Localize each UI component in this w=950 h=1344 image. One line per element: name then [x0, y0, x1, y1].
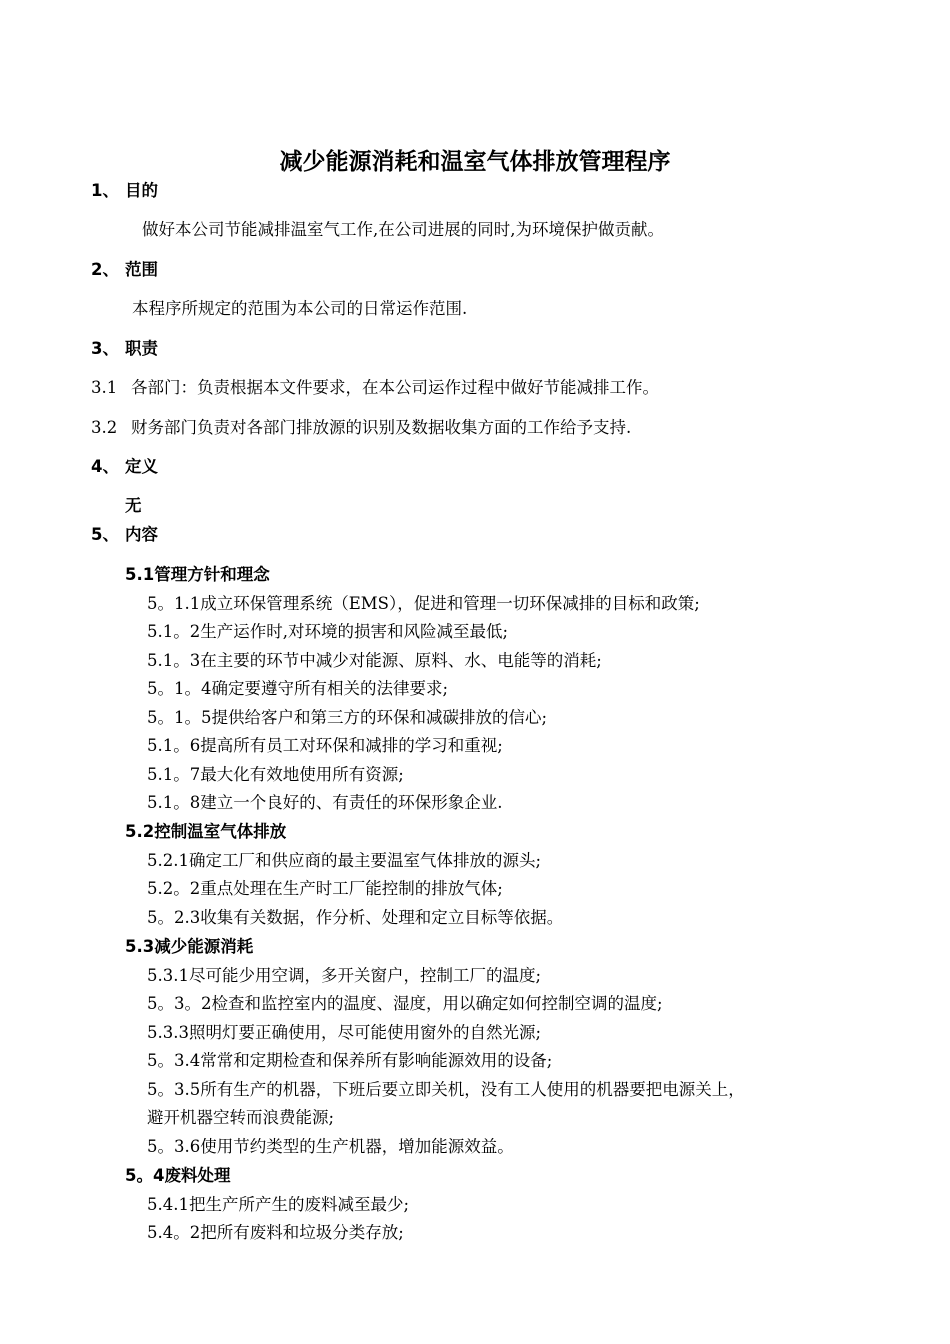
subsection-heading: 5.1管理方针和理念	[125, 565, 270, 584]
list-item: 5.4.1把生产所产生的废料减至最少;	[147, 1195, 410, 1214]
list-item: 5.1。8建立一个良好的、有责任的环保形象企业.	[147, 793, 503, 812]
subsection-heading: 5。4废料处理	[125, 1166, 231, 1185]
list-item: 5。3.6使用节约类型的生产机器，增加能源效益。	[147, 1137, 514, 1156]
section-2-heading	[91, 259, 158, 281]
item-number: 3.2	[91, 418, 118, 437]
list-item: 5.1。2生产运作时,对环境的损害和风险减至最低;	[147, 622, 509, 641]
section-5-heading	[91, 524, 158, 546]
section-title: 目的	[125, 181, 158, 200]
list-item: 5。2.3收集有关数据，作分析、处理和定立目标等依据。	[147, 908, 564, 927]
list-item: 5.1。6提高所有员工对环保和减排的学习和重视;	[147, 736, 503, 755]
list-item: 5。3。2检查和监控室内的温度、湿度，用以确定如何控制空调的温度;	[147, 994, 663, 1013]
section-3-heading	[91, 338, 158, 360]
list-item: 5.2。2重点处理在生产时工厂能控制的排放气体;	[147, 879, 503, 898]
item-text: 财务部门负责对各部门排放源的识别及数据收集方面的工作给予支持.	[131, 418, 632, 437]
section-number: 2、	[91, 260, 119, 279]
item-number: 3.1	[91, 378, 118, 397]
section-4-heading	[91, 456, 158, 478]
section-1-text: 做好本公司节能减排温室气工作,在公司进展的同时,为环境保护做贡献。	[142, 220, 664, 239]
section-number: 5、	[91, 525, 119, 544]
list-item: 5。1.1成立环保管理系统（EMS），促进和管理一切环保减排的目标和政策;	[147, 594, 700, 613]
list-item: 5。3.5所有生产的机器，下班后要立即关机，没有工人使用的机器要把电源关上，	[147, 1080, 745, 1099]
section-title: 定义	[125, 457, 158, 476]
subsection-heading: 5.3减少能源消耗	[125, 937, 254, 956]
list-item: 5.1。7最大化有效地使用所有资源;	[147, 765, 404, 784]
list-item-continuation: 避开机器空转而浪费能源;	[147, 1108, 335, 1127]
section-title: 范围	[125, 260, 158, 279]
subsection-heading: 5.2控制温室气体排放	[125, 822, 287, 841]
section-2-text: 本程序所规定的范围为本公司的日常运作范围.	[132, 299, 468, 318]
list-item: 5.2.1确定工厂和供应商的最主要温室气体排放的源头;	[147, 851, 542, 870]
list-item: 5.3.3照明灯要正确使用，尽可能使用窗外的自然光源;	[147, 1023, 542, 1042]
list-item: 5。1。4确定要遵守所有相关的法律要求;	[147, 679, 449, 698]
section-number: 4、	[91, 457, 119, 476]
list-item: 5。1。5提供给客户和第三方的环保和减碳排放的信心;	[147, 708, 548, 727]
responsibility-item	[91, 417, 631, 439]
section-title: 职责	[125, 339, 158, 358]
list-item: 5。3.4常常和定期检查和保养所有影响能源效用的设备;	[147, 1051, 553, 1070]
section-title: 内容	[125, 525, 158, 544]
section-number: 1、	[91, 181, 119, 200]
document-title: 减少能源消耗和温室气体排放管理程序	[279, 149, 671, 175]
responsibility-item	[91, 377, 659, 399]
section-4-text: 无	[125, 496, 142, 515]
item-text: 各部门：负责根据本文件要求，在本公司运作过程中做好节能减排工作。	[131, 378, 659, 397]
list-item: 5.3.1尽可能少用空调，多开关窗户，控制工厂的温度;	[147, 966, 542, 985]
section-1-heading	[91, 180, 158, 202]
section-number: 3、	[91, 339, 119, 358]
list-item: 5.1。3在主要的环节中减少对能源、原料、水、电能等的消耗;	[147, 651, 602, 670]
list-item: 5.4。2把所有废料和垃圾分类存放;	[147, 1223, 404, 1242]
